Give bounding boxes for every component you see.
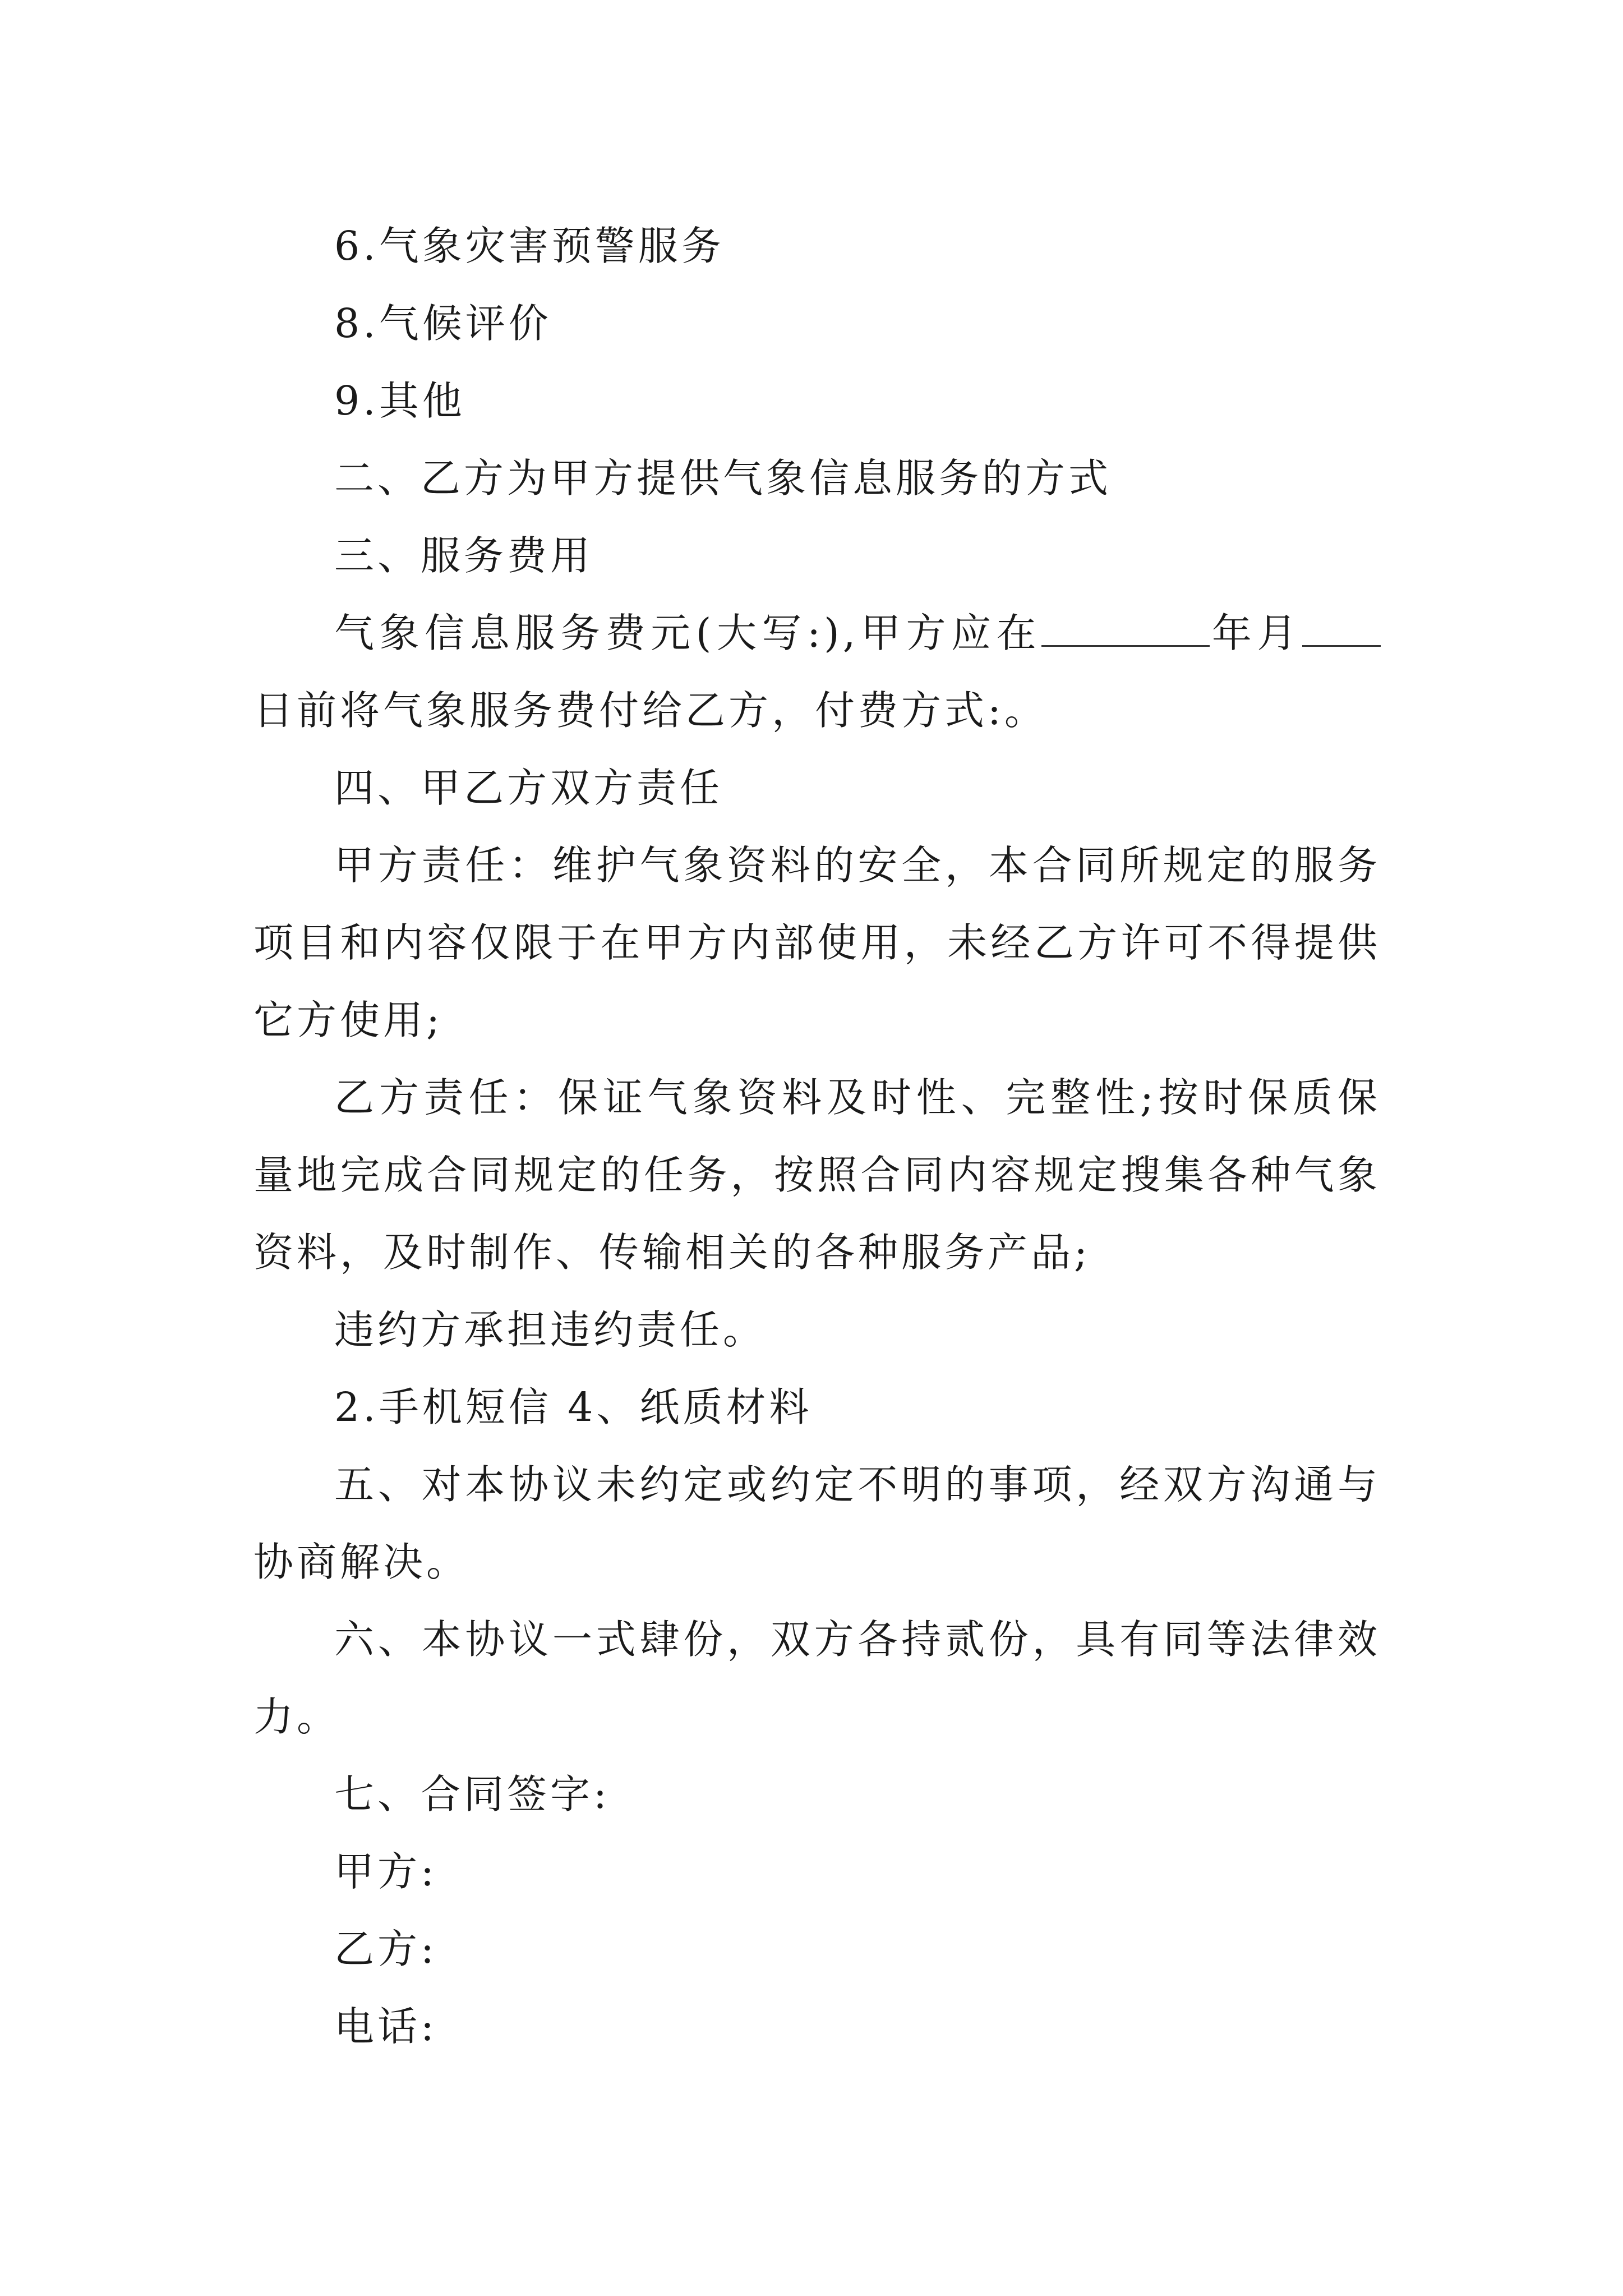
section-copies: 六、本协议一式肆份，双方各持贰份，具有同等法律效力。 [253,1616,1381,1740]
section-heading-service-fee: 三、服务费用 [334,532,594,579]
blank-year-field [1041,611,1210,647]
section-heading-responsibilities: 四、甲乙方双方责任 [334,765,723,811]
fee-text-part3: 日前将气象服务费付给乙方，付费方式:。 [253,687,1048,734]
signature-party-a: 甲方: [334,1848,437,1895]
fee-text-part2: 年月 [1210,610,1302,656]
signature-party-b: 乙方: [334,1926,437,1972]
fee-text-part1: 气象信息服务费元(大写:),甲方应在 [334,610,1042,656]
list-item-climate-evaluation: 8.气候评价 [334,300,552,347]
document-body [253,208,1381,2065]
section-heading-service-method: 二、乙方为甲方提供气象信息服务的方式 [334,455,1112,501]
list-item-other: 9.其他 [334,378,465,424]
signature-phone: 电话: [334,2003,437,2050]
breach-clause: 违约方承担违约责任。 [334,1306,767,1353]
fee-paragraph [253,595,1381,749]
list-item-sms-paper: 2.手机短信 4、纸质材料 [334,1384,813,1430]
section-signature: 七、合同签字: [334,1771,610,1818]
list-item-weather-warning: 6.气象灾害预警服务 [334,223,725,269]
blank-month-field [1302,611,1381,647]
party-b-responsibility: 乙方责任：保证气象资料及时性、完整性;按时保质保量地完成合同规定的任务，按照合同内容规定搜集各种气象资料，及时制作、传输相关的各种服务产品; [253,1074,1381,1276]
party-a-responsibility: 甲方责任：维护气象资料的安全，本合同所规定的服务项目和内容仅限于在甲方内部使用，未经乙方许可不得提供它方使用; [253,842,1381,1043]
section-unspecified-matters: 五、对本协议未约定或约定不明的事项，经双方沟通与协商解决。 [253,1461,1381,1585]
